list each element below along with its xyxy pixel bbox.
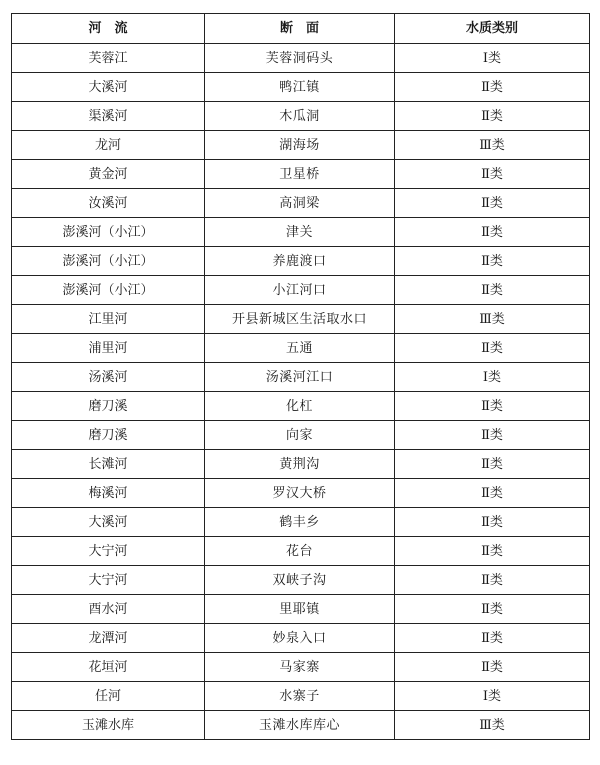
- cell-section: 向家: [205, 421, 395, 450]
- cell-section: 双峡子沟: [205, 566, 395, 595]
- table-row: [12, 479, 590, 508]
- cell-quality: Ⅰ类: [395, 682, 590, 711]
- cell-river: 浦里河: [12, 334, 205, 363]
- cell-section: 卫星桥: [205, 160, 395, 189]
- cell-river: 大宁河: [12, 537, 205, 566]
- cell-river: 龙河: [12, 131, 205, 160]
- water-quality-table: [11, 13, 590, 740]
- table-row: [12, 276, 590, 305]
- cell-quality: Ⅱ类: [395, 218, 590, 247]
- table-row: [12, 653, 590, 682]
- cell-section: 妙泉入口: [205, 624, 395, 653]
- table-row: [12, 392, 590, 421]
- cell-section: 鸭江镇: [205, 73, 395, 102]
- table-row: [12, 102, 590, 131]
- cell-quality: Ⅱ类: [395, 102, 590, 131]
- cell-section: 马家寨: [205, 653, 395, 682]
- cell-section: 水寨子: [205, 682, 395, 711]
- cell-quality: Ⅱ类: [395, 160, 590, 189]
- cell-river: 长滩河: [12, 450, 205, 479]
- table-row: [12, 682, 590, 711]
- cell-river: 芙蓉江: [12, 44, 205, 73]
- table-row: [12, 44, 590, 73]
- header-river: 河 流: [12, 14, 205, 44]
- cell-quality: Ⅱ类: [395, 537, 590, 566]
- table-row: [12, 537, 590, 566]
- cell-river: 澎溪河（小江）: [12, 247, 205, 276]
- cell-section: 津关: [205, 218, 395, 247]
- table-header-row: [12, 14, 590, 44]
- cell-section: 黄荆沟: [205, 450, 395, 479]
- table-row: [12, 160, 590, 189]
- cell-section: 湖海场: [205, 131, 395, 160]
- cell-river: 梅溪河: [12, 479, 205, 508]
- cell-section: 养鹿渡口: [205, 247, 395, 276]
- cell-section: 罗汉大桥: [205, 479, 395, 508]
- cell-river: 江里河: [12, 305, 205, 334]
- table-row: [12, 247, 590, 276]
- cell-river: 大溪河: [12, 73, 205, 102]
- cell-section: 小江河口: [205, 276, 395, 305]
- cell-section: 芙蓉洞码头: [205, 44, 395, 73]
- cell-river: 黄金河: [12, 160, 205, 189]
- cell-quality: Ⅱ类: [395, 334, 590, 363]
- cell-river: 汝溪河: [12, 189, 205, 218]
- cell-section: 鹤丰乡: [205, 508, 395, 537]
- cell-quality: Ⅱ类: [395, 653, 590, 682]
- table-body: [12, 44, 590, 740]
- cell-quality: Ⅰ类: [395, 44, 590, 73]
- cell-river: 大溪河: [12, 508, 205, 537]
- table-row: [12, 73, 590, 102]
- table-row: [12, 624, 590, 653]
- cell-river: 渠溪河: [12, 102, 205, 131]
- cell-section: 开县新城区生活取水口: [205, 305, 395, 334]
- cell-river: 汤溪河: [12, 363, 205, 392]
- cell-river: 玉滩水库: [12, 711, 205, 740]
- cell-river: 澎溪河（小江）: [12, 276, 205, 305]
- cell-quality: Ⅰ类: [395, 363, 590, 392]
- table-row: [12, 305, 590, 334]
- table-row: [12, 450, 590, 479]
- cell-quality: Ⅱ类: [395, 450, 590, 479]
- cell-quality: Ⅲ类: [395, 711, 590, 740]
- cell-river: 花垣河: [12, 653, 205, 682]
- cell-quality: Ⅱ类: [395, 508, 590, 537]
- table-row: [12, 711, 590, 740]
- cell-quality: Ⅱ类: [395, 566, 590, 595]
- cell-quality: Ⅱ类: [395, 624, 590, 653]
- cell-river: 澎溪河（小江）: [12, 218, 205, 247]
- table-row: [12, 218, 590, 247]
- cell-quality: Ⅱ类: [395, 73, 590, 102]
- cell-quality: Ⅱ类: [395, 421, 590, 450]
- table-row: [12, 363, 590, 392]
- table-row: [12, 566, 590, 595]
- header-quality: 水质类别: [395, 14, 590, 44]
- header-section: 断 面: [205, 14, 395, 44]
- cell-quality: Ⅱ类: [395, 276, 590, 305]
- cell-quality: Ⅲ类: [395, 305, 590, 334]
- cell-quality: Ⅱ类: [395, 189, 590, 218]
- cell-river: 磨刀溪: [12, 421, 205, 450]
- cell-section: 花台: [205, 537, 395, 566]
- table-row: [12, 595, 590, 624]
- cell-river: 任河: [12, 682, 205, 711]
- cell-section: 木瓜洞: [205, 102, 395, 131]
- cell-river: 龙潭河: [12, 624, 205, 653]
- cell-river: 大宁河: [12, 566, 205, 595]
- cell-quality: Ⅱ类: [395, 392, 590, 421]
- table-row: [12, 131, 590, 160]
- cell-section: 高洞梁: [205, 189, 395, 218]
- cell-quality: Ⅱ类: [395, 479, 590, 508]
- cell-quality: Ⅱ类: [395, 595, 590, 624]
- cell-section: 化杠: [205, 392, 395, 421]
- cell-section: 五通: [205, 334, 395, 363]
- table-row: [12, 421, 590, 450]
- cell-section: 汤溪河江口: [205, 363, 395, 392]
- cell-section: 里耶镇: [205, 595, 395, 624]
- cell-quality: Ⅱ类: [395, 247, 590, 276]
- cell-section: 玉滩水库库心: [205, 711, 395, 740]
- cell-river: 磨刀溪: [12, 392, 205, 421]
- table-row: [12, 508, 590, 537]
- table-row: [12, 189, 590, 218]
- cell-quality: Ⅲ类: [395, 131, 590, 160]
- table-row: [12, 334, 590, 363]
- cell-river: 酉水河: [12, 595, 205, 624]
